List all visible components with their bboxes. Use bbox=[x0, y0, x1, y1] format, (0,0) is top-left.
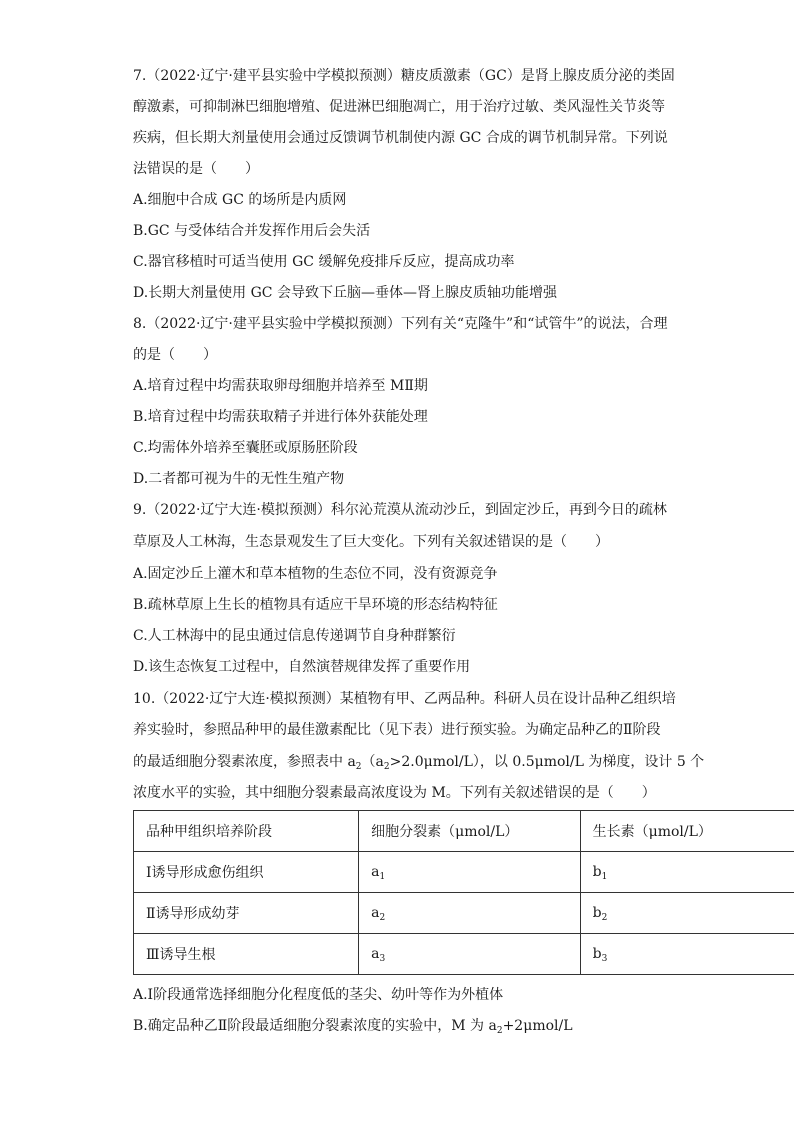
table-header-stage: 品种甲组织培养阶段 bbox=[134, 811, 359, 852]
q9-option-c: C.人工林海中的昆虫通过信息传递调节自身种群繁衍 bbox=[133, 628, 456, 644]
table-cell-cytokinin: $a_3$ bbox=[359, 934, 581, 975]
q7-stem-line-2: 醇激素，可抑制淋巴细胞增殖、促进淋巴细胞凋亡，用于治疗过敏、类风湿性关节炎等 bbox=[133, 99, 665, 115]
q10-option-a: A.Ⅰ阶段通常选择细胞分化程度低的茎尖、幼叶等作为外植体 bbox=[133, 987, 504, 1003]
table-cell-stage: Ⅲ诱导生根 bbox=[134, 934, 359, 975]
table-header-cytokinin: 细胞分裂素（μmol/L） bbox=[359, 811, 581, 852]
q9-option-d: D.该生态恢复工过程中，自然演替规律发挥了重要作用 bbox=[133, 659, 471, 675]
table-header-row bbox=[134, 811, 794, 852]
q7-stem-line-3: 疾病，但长期大剂量使用会通过反馈调节机制使内源 GC 合成的调节机制异常。下列说 bbox=[133, 130, 668, 146]
table-cell-stage: Ⅱ诱导形成幼芽 bbox=[134, 893, 359, 934]
table-cell-auxin: $b_2$ bbox=[580, 893, 794, 934]
q8-stem-line-1: 8.（2022·辽宁·建平县实验中学模拟预测）下列有关“克隆牛”和“试管牛”的说法，合理 bbox=[133, 316, 668, 332]
q10-stem-line-2: 养实验时，参照品种甲的最佳激素配比（见下表）进行预实验。为确定品种乙的Ⅱ阶段 bbox=[133, 722, 661, 738]
q9-stem-line-2: 草原及人工林海，生态景观发生了巨大变化。下列有关叙述错误的是（ ） bbox=[133, 534, 609, 550]
table-row bbox=[134, 893, 794, 934]
q8-option-b: B.培育过程中均需获取精子并进行体外获能处理 bbox=[133, 409, 428, 425]
q9-option-a: A.固定沙丘上灌木和草本植物的生态位不同，没有资源竞争 bbox=[133, 566, 498, 582]
q7-option-c: C.器官移植时可适当使用 GC 缓解免疫排斥反应，提高成功率 bbox=[133, 254, 515, 270]
table-header-auxin: 生长素（μmol/L） bbox=[580, 811, 794, 852]
q7-option-d: D.长期大剂量使用 GC 会导致下丘脑—垂体—肾上腺皮质轴功能增强 bbox=[133, 285, 557, 301]
q8-option-d: D.二者都可视为牛的无性生殖产物 bbox=[133, 471, 345, 487]
q8-option-a: A.培育过程中均需获取卵母细胞并培养至 MⅡ期 bbox=[133, 378, 428, 394]
q7-stem-line-1: 7.（2022·辽宁·建平县实验中学模拟预测）糖皮质激素（GC）是肾上腺皮质分泌的类固 bbox=[133, 68, 675, 84]
table-cell-auxin: $b_1$ bbox=[580, 852, 794, 893]
hormone-ratio-table bbox=[133, 810, 794, 975]
table-cell-stage: Ⅰ诱导形成愈伤组织 bbox=[134, 852, 359, 893]
q9-option-b: B.疏林草原上生长的植物具有适应干旱环境的形态结构特征 bbox=[133, 597, 498, 613]
q9-stem-line-1: 9.（2022·辽宁大连·模拟预测）科尔沁荒漠从流动沙丘，到固定沙丘，再到今日的疏林 bbox=[133, 502, 667, 518]
q8-option-c: C.均需体外培养至囊胚或原肠胚阶段 bbox=[133, 440, 358, 456]
q10-stem-line-4: 浓度水平的实验，其中细胞分裂素最高浓度设为 M。下列有关叙述错误的是（ ） bbox=[133, 785, 656, 801]
table-cell-cytokinin: $a_2$ bbox=[359, 893, 581, 934]
table-cell-cytokinin: $a_1$ bbox=[359, 852, 581, 893]
table-cell-auxin: $b_3$ bbox=[580, 934, 794, 975]
q8-stem-line-2: 的是（ ） bbox=[133, 347, 217, 363]
q7-option-a: A.细胞中合成 GC 的场所是内质网 bbox=[133, 192, 347, 208]
table-row bbox=[134, 852, 794, 893]
table-row bbox=[134, 934, 794, 975]
q10-option-b: B.确定品种乙Ⅱ阶段最适细胞分裂素浓度的实验中，M 为 $a_2+2\mu mol/L$ bbox=[133, 1018, 573, 1036]
q10-stem-line-3: 的最适细胞分裂素浓度，参照表中 $a_2(a_2>2.0\mu mol/L)$，以 0.5μmol/L 为梯度，设计 5 个 bbox=[133, 754, 705, 772]
q7-option-b: B.GC 与受体结合并发挥作用后会失活 bbox=[133, 223, 371, 239]
q10-stem-line-1: 10.（2022·辽宁大连·模拟预测）某植物有甲、乙两品种。科研人员在设计品种乙组织培 bbox=[133, 691, 676, 707]
q7-stem-line-4: 法错误的是（ ） bbox=[133, 161, 259, 177]
